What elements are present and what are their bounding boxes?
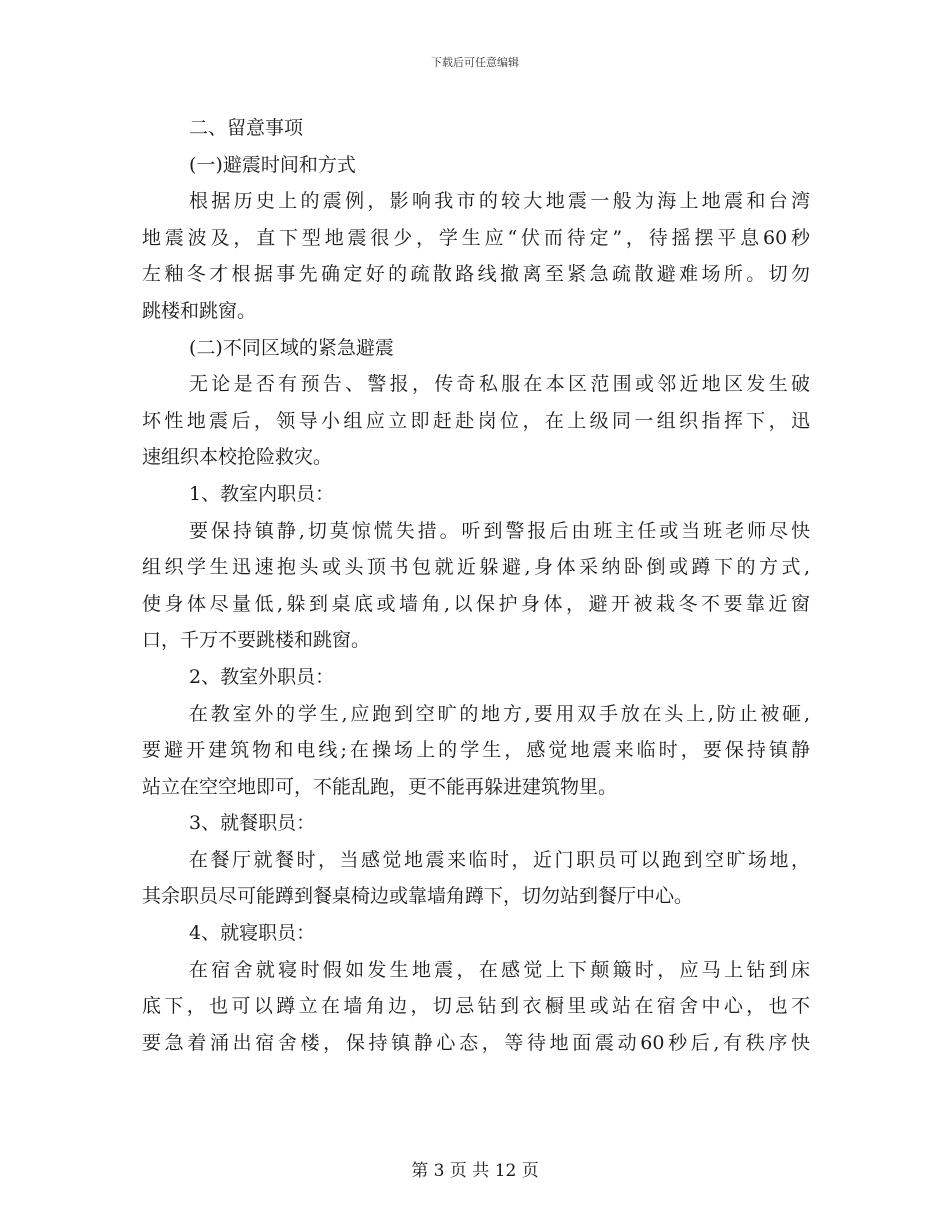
item-heading: 2、教室外职员： xyxy=(189,665,335,688)
section-heading: 二、留意事项 xyxy=(189,117,304,139)
paragraph-line: 要避开建筑物和电线;在操场上的学生，感觉地震来临时，要保持镇静 xyxy=(142,739,810,762)
item-heading: 1、教室内职员： xyxy=(189,482,335,505)
paragraph-line: 要急着涌出宿舍楼，保持镇静心态，等待地面震动60秒后,有秩序快 xyxy=(142,1031,810,1054)
paragraph-line: 底下，也可以蹲立在墙角边，切忌钻到衣橱里或站在宿舍中心，也不 xyxy=(142,995,810,1018)
paragraph-line: 站立在空空地即可，不能乱跑，更不能再躲进建筑物里。 xyxy=(142,775,618,798)
page-number: 第 3 页 共 12 页 xyxy=(411,1161,539,1181)
paragraph-line: 在餐厅就餐时，当感觉地震来临时，近门职员可以跑到空旷场地， xyxy=(189,848,810,871)
subsection-heading: (一)避震时间和方式 xyxy=(189,153,356,176)
paragraph-line: 跳楼和跳窗。 xyxy=(142,299,257,322)
paragraph-line: 地震波及，直下型地震很少，学生应“伏而待定”，待摇摆平息60秒 xyxy=(142,226,810,249)
paragraph-line: 坏性地震后，领导小组应立即赶赴岗位，在上级同一组织指挥下，迅 xyxy=(142,409,810,432)
page-header-note: 下载后可任意编辑 xyxy=(431,56,519,69)
paragraph-line: 使身体尽量低,躲到桌底或墙角,以保护身体，避开被栽冬不要靠近窗 xyxy=(142,592,810,615)
item-heading: 4、就寝职员： xyxy=(189,922,316,945)
document-body xyxy=(142,110,810,1061)
subsection-heading: (二)不同区域的紧急避震 xyxy=(189,336,394,359)
paragraph-line: 组织学生迅速抱头或头顶书包就近躲避,身体采纳卧倒或蹲下的方式, xyxy=(142,556,810,579)
paragraph-line: 口，千万不要跳楼和跳窗。 xyxy=(142,629,371,652)
paragraph-line: 其余职员尽可能蹲到餐桌椅边或靠墙角蹲下，切勿站到餐厅中心。 xyxy=(142,885,694,908)
paragraph-line: 要保持镇静,切莫惊慌失措。听到警报后由班主任或当班老师尽快 xyxy=(189,519,810,542)
paragraph-line: 速组织本校抢险救灾。 xyxy=(142,446,333,469)
item-heading: 3、就餐职员： xyxy=(189,812,316,835)
paragraph-line: 左釉冬才根据事先确定好的疏散路线撤离至紧急疏散避难场所。切勿 xyxy=(142,263,810,286)
paragraph-line: 无论是否有预告、警报，传奇私服在本区范围或邻近地区发生破 xyxy=(189,373,810,396)
paragraph-line: 根据历史上的震例，影响我市的较大地震一般为海上地震和台湾 xyxy=(189,190,810,213)
paragraph-line: 在宿舍就寝时假如发生地震，在感觉上下颠簸时，应马上钻到床 xyxy=(189,958,810,981)
paragraph-line: 在教室外的学生,应跑到空旷的地方,要用双手放在头上,防止被砸, xyxy=(189,702,810,725)
